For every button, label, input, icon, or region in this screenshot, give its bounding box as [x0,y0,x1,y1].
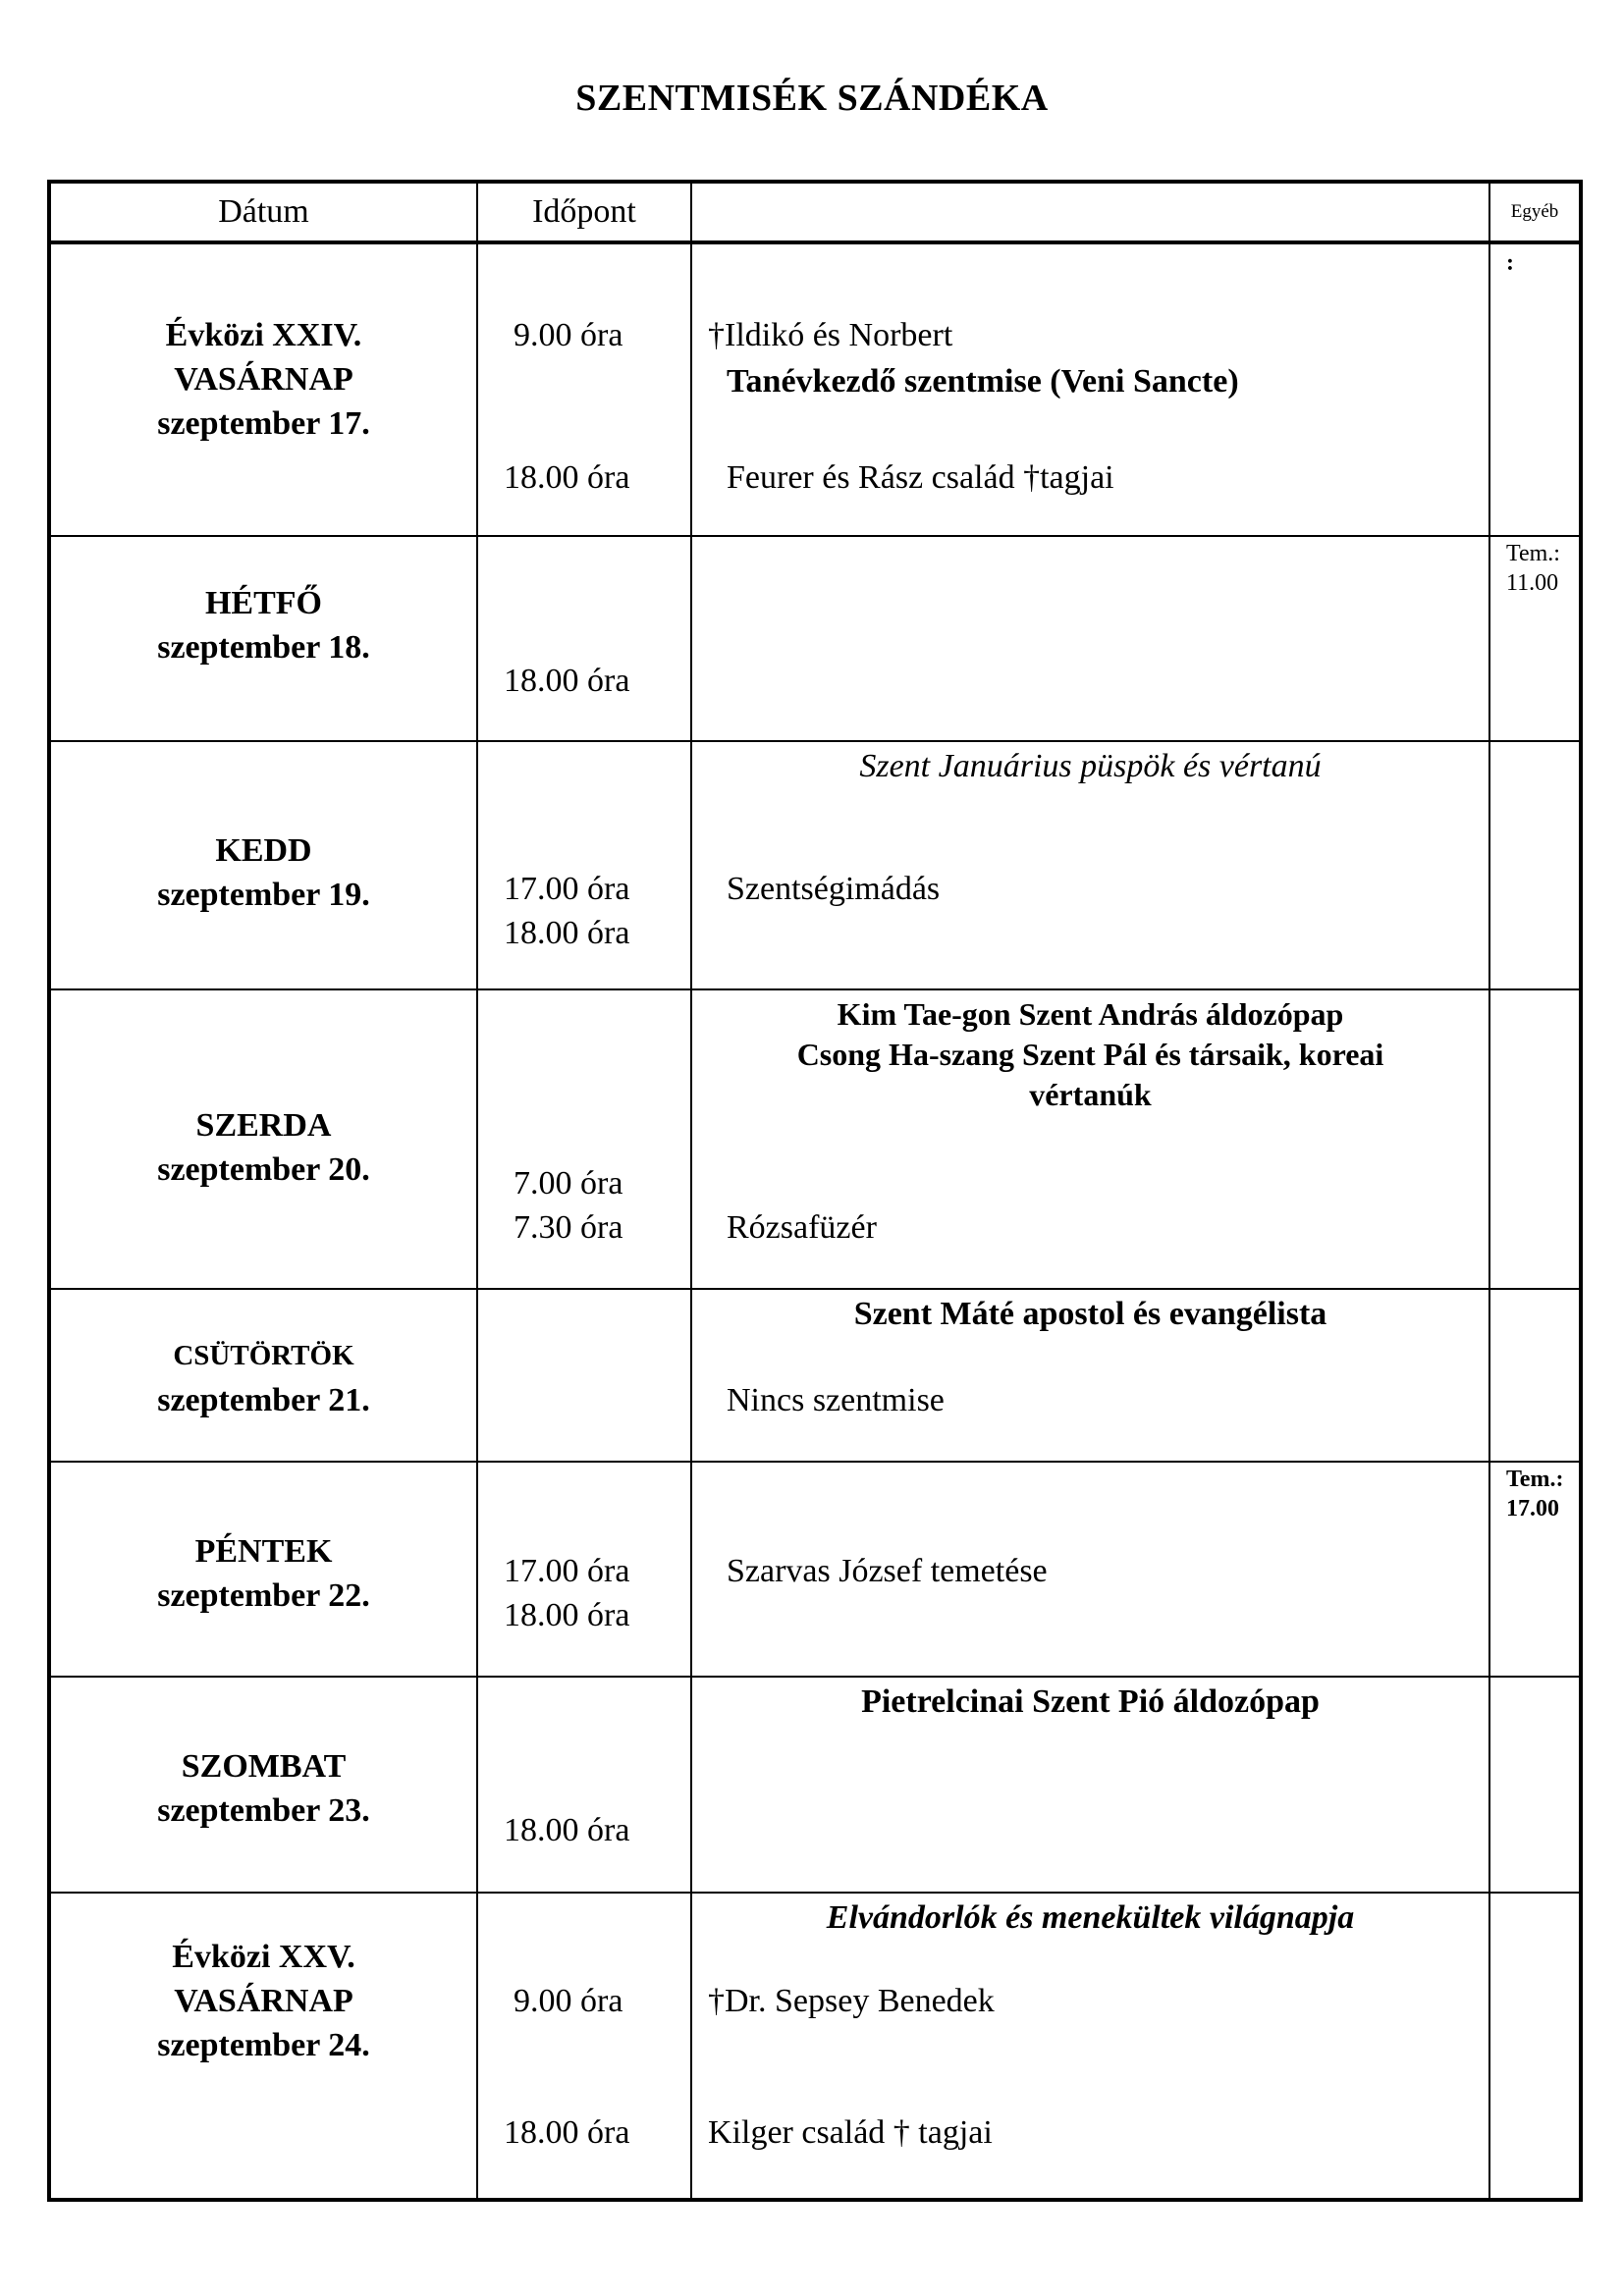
day-line: SZOMBAT [181,1748,347,1785]
time-value: 18.00 óra [504,915,630,951]
egyeb-cell [1489,536,1581,741]
page-title: SZENTMISÉK SZÁNDÉKA [575,78,1049,119]
feast-title: Szent Januárius püspök és vértanú [859,748,1322,784]
header-egyeb: Egyéb [1489,182,1581,242]
intent-text: Kilger család † tagjai [708,2114,993,2151]
egyeb-note: : [1506,250,1514,276]
table-row [49,741,1581,989]
egyeb-cell [1489,1677,1581,1893]
header-row [49,182,1581,242]
date-cell [49,242,477,536]
table-row [49,1462,1581,1677]
time-cell [477,1462,691,1677]
time-cell [477,1893,691,2200]
table-row [49,1893,1581,2200]
time-value: 9.00 óra [514,1983,623,2019]
day-line: HÉTFŐ [204,585,323,621]
egyeb-cell [1489,1462,1581,1677]
header-datum: Dátum [49,182,477,242]
date-cell [49,1893,477,2200]
time-cell [477,1677,691,1893]
feast-title-line: Csong Ha-szang Szent Pál és társaik, koreai [796,1037,1384,1072]
egyeb-cell [1489,1289,1581,1462]
day-line: PÉNTEK [194,1533,333,1570]
intent-cell [691,1893,1489,2200]
time-cell [477,989,691,1289]
time-value: 17.00 óra [504,1553,630,1589]
day-line: szeptember 21. [157,1382,370,1418]
feast-title-line: vértanúk [1029,1077,1152,1112]
table-row [49,536,1581,741]
time-value: 18.00 óra [504,663,630,699]
date-cell [49,741,477,989]
time-value: 7.00 óra [514,1165,623,1201]
feast-title: Elvándorlók és menekültek világnapja [826,1899,1355,1936]
day-line: szeptember 20. [157,1151,370,1188]
day-line: szeptember 22. [157,1577,370,1614]
egyeb-cell [1489,741,1581,989]
intent-text: Szarvas József temetése [727,1553,1048,1589]
intent-cell [691,989,1489,1289]
day-line: VASÁRNAP [174,361,353,398]
intent-text: Feurer és Rász család †tagjai [727,459,1114,496]
time-cell [477,242,691,536]
day-line: szeptember 17. [157,405,370,442]
intent-text: Rózsafüzér [727,1209,877,1246]
time-value: 18.00 óra [504,1812,630,1848]
egyeb-note: 17.00 [1506,1496,1559,1522]
feast-title: Pietrelcinai Szent Pió áldozópap [861,1683,1320,1720]
feast-title: Szent Máté apostol és evangélista [853,1296,1327,1332]
time-value: 18.00 óra [504,2114,630,2151]
date-cell [49,1677,477,1893]
day-line: CSÜTÖRTÖK [173,1340,354,1371]
date-cell [49,536,477,741]
time-cell [477,741,691,989]
intent-cell [691,741,1489,989]
egyeb-cell [1489,989,1581,1289]
intent-cell [691,1677,1489,1893]
date-cell [49,1462,477,1677]
time-value: 9.00 óra [514,317,623,353]
egyeb-cell [1489,242,1581,536]
table-row [49,242,1581,536]
day-line: szeptember 18. [157,629,370,666]
intent-text: Tanévkezdő szentmise (Veni Sancte) [727,363,1239,400]
intent-text: Szentségimádás [727,871,941,907]
header-idopont: Időpont [477,182,691,242]
egyeb-note: 11.00 [1506,570,1559,596]
intent-text: †Dr. Sepsey Benedek [708,1983,995,2019]
day-line: Évközi XXIV. [165,317,362,353]
intent-text: †Ildikó és Norbert [708,317,953,353]
feast-title-line: Kim Tae-gon Szent András áldozópap [837,996,1344,1032]
intent-cell [691,242,1489,536]
header-szandek [691,182,1489,242]
intent-cell [691,1289,1489,1462]
day-line: szeptember 19. [157,877,370,913]
egyeb-note: Tem.: [1506,541,1560,566]
day-line: SZERDA [195,1107,332,1144]
egyeb-cell [1489,1893,1581,2200]
intent-cell [691,536,1489,741]
day-line: szeptember 23. [157,1792,370,1829]
time-value: 17.00 óra [504,871,630,907]
table-row [49,1289,1581,1462]
day-line: VASÁRNAP [174,1983,353,2019]
mass-schedule-table [47,180,1583,2202]
egyeb-note: Tem.: [1506,1467,1564,1492]
date-cell [49,989,477,1289]
time-cell [477,536,691,741]
day-line: KEDD [215,832,312,869]
date-cell [49,1289,477,1462]
table-row [49,989,1581,1289]
day-line: szeptember 24. [157,2027,370,2063]
intent-text: Nincs szentmise [727,1382,945,1418]
intent-cell [691,1462,1489,1677]
time-value: 18.00 óra [504,459,630,496]
day-line: Évközi XXV. [172,1939,355,1975]
time-value: 7.30 óra [514,1209,623,1246]
time-value: 18.00 óra [504,1597,630,1633]
time-cell [477,1289,691,1462]
table-row [49,1677,1581,1893]
